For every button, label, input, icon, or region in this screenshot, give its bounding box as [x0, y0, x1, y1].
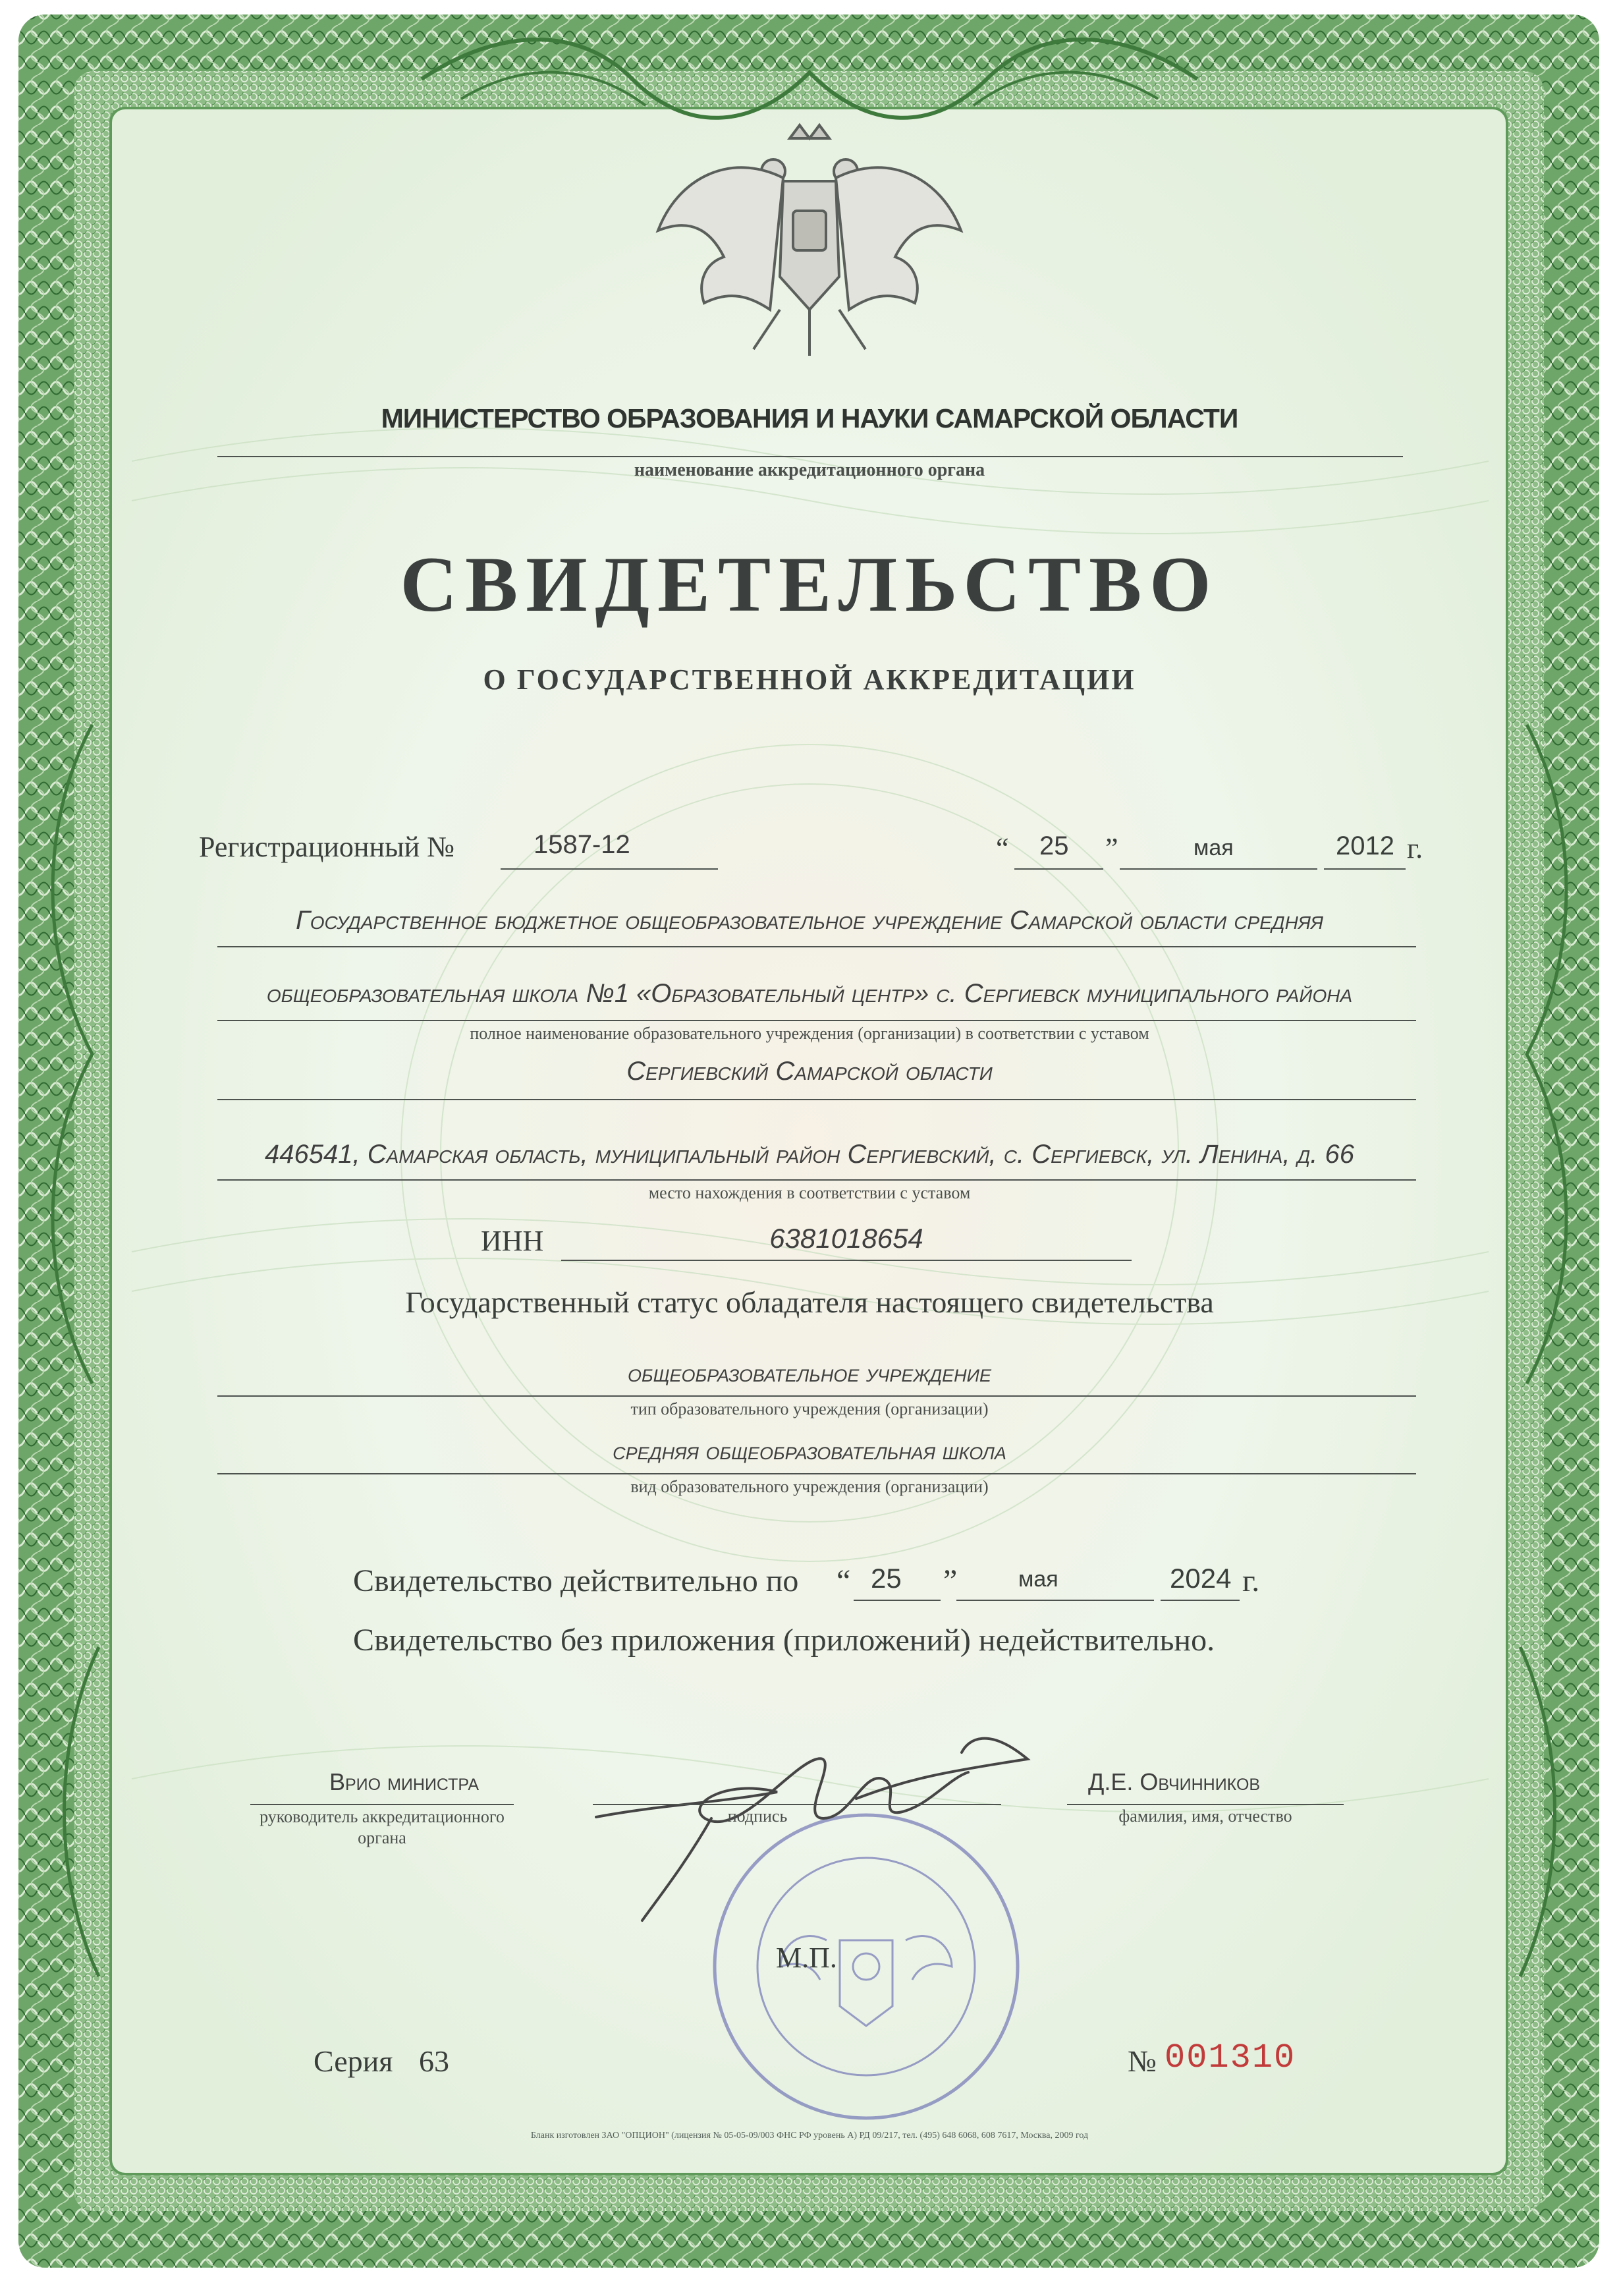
signature-caption: подпись: [727, 1806, 788, 1826]
validity-day: 25: [871, 1563, 902, 1594]
registration-quote-open: “: [996, 832, 1009, 864]
status-type-caption: тип образовательного учреждения (организации): [630, 1399, 989, 1418]
serial-number: 001310: [1165, 2038, 1296, 2077]
registration-number: 1587-12: [534, 830, 630, 859]
validity-year: 2024: [1170, 1563, 1232, 1594]
status-type-value: общеобразовательное учреждение: [628, 1360, 991, 1387]
status-kind-value: средняя общеобразовательная школа: [613, 1438, 1006, 1465]
validity-month: мая: [1018, 1567, 1058, 1592]
series-value: 63: [419, 2044, 449, 2078]
validity-year-suffix: г.: [1242, 1563, 1260, 1598]
institution-line-1: Государственное бюджетное общеобразовательное учреждение Самарской области средняя: [296, 906, 1323, 935]
institution-line-2: общеобразовательная школа №1 «Образовательный центр» с. Сергиевск муниципального района: [266, 979, 1353, 1008]
signatory-position-caption: руководитель аккредитационного органа: [260, 1807, 505, 1847]
status-heading: Государственный статус обладателя настоящего свидетельства: [405, 1285, 1214, 1319]
status-kind-caption: вид образовательного учреждения (организации): [630, 1477, 989, 1496]
stamp-place-label: М.П.: [776, 1942, 837, 1974]
series-label: Серия: [314, 2044, 393, 2078]
inn-value: 6381018654: [769, 1223, 923, 1254]
inn-label: ИНН: [481, 1225, 544, 1257]
annex-note: Свидетельство без приложения (приложений) недействительно.: [353, 1623, 1215, 1658]
document-subtitle: О ГОСУДАРСТВЕННОЙ АККРЕДИТАЦИИ: [483, 663, 1136, 696]
serial-label: №: [1128, 2044, 1157, 2078]
signatory-name: Д.Е. Овчинников: [1088, 1768, 1261, 1795]
signatory-position: Врио министра: [329, 1768, 480, 1795]
document-title: СВИДЕТЕЛЬСТВО: [400, 540, 1219, 628]
location-address: 446541, Самарская область, муниципальный район Сергиевский, с. Сергиевск, ул. Ленина, д. 66: [265, 1140, 1354, 1169]
institution-line-3: Сергиевский Самарской области: [626, 1057, 993, 1086]
validity-label: Свидетельство действительно по: [353, 1563, 799, 1598]
registration-quote-close: ”: [1105, 832, 1118, 864]
registration-year-suffix: г.: [1407, 832, 1423, 864]
validity-quote-close: ”: [943, 1563, 958, 1598]
authority-caption: наименование аккредитационного органа: [634, 460, 985, 480]
location-caption: место нахождения в соответствии с уставом: [648, 1183, 971, 1202]
authority-name: МИНИСТЕРСТВО ОБРАЗОВАНИЯ И НАУКИ САМАРСКОЙ ОБЛАСТИ: [381, 403, 1238, 434]
registration-year: 2012: [1336, 831, 1394, 860]
registration-label: Регистрационный №: [199, 831, 455, 863]
authority-underline: [217, 456, 1403, 457]
signatory-name-caption: фамилия, имя, отчество: [1118, 1806, 1292, 1826]
printer-note: Бланк изготовлен ЗАО "ОПЦИОН" (лицензия № 05-05-09/003 ФНС РФ уровень А) РД 09/217, тел. (495) 648 6068, 608 7617, Москва, 2009 год: [530, 2131, 1089, 2141]
institution-caption: полное наименование образовательного учреждения (организации) в соответствии с уставом: [470, 1024, 1149, 1043]
validity-quote-open: “: [837, 1563, 851, 1598]
registration-month: мая: [1194, 835, 1234, 860]
registration-day: 25: [1039, 831, 1069, 860]
